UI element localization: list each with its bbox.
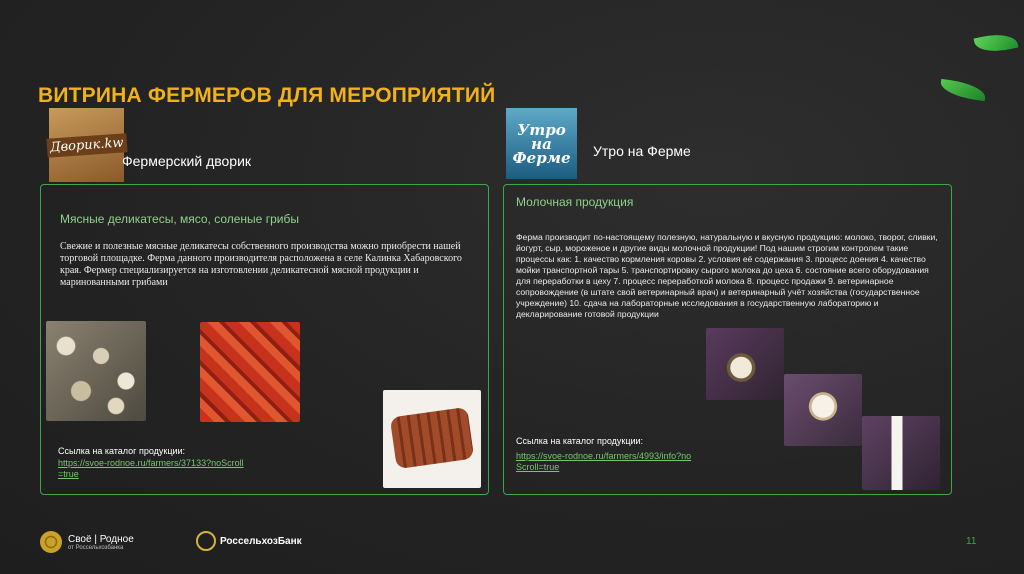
ribs-photo [383,390,481,488]
svoe-subtitle: от Россельхозбанка [68,544,124,551]
farmer-name: Фермерский дворик [122,153,252,169]
leaf-decoration [974,30,1019,56]
mushrooms-photo [46,321,146,421]
farmer-logo-text: Утро на Ферме [512,120,571,167]
slide-title: ВИТРИНА ФЕРМЕРОВ ДЛЯ МЕРОПРИЯТИЙ [38,84,496,107]
dairy-photo [862,416,940,490]
farmer-logo-dvorik [49,108,124,182]
leaf-decoration [939,79,987,101]
wheat-icon [40,531,62,553]
catalog-link[interactable]: https://svoe-rodnoe.ru/farmers/4993/info?noScroll=true [516,451,692,472]
dairy-photo [706,328,784,400]
catalog-label: Ссылка на каталог продукции: [58,446,186,456]
product-category: Мясные деликатесы, мясо, соленые грибы [60,212,299,226]
bank-emblem-icon [196,531,216,551]
rsb-logo [196,531,302,551]
product-category: Молочная продукция [516,195,634,209]
dairy-photo [784,374,862,446]
svoe-title: Своё | Родное [68,533,134,545]
farmer-name: Утро на Ферме [593,143,691,159]
farmer-description: Свежие и полезные мясные деликатесы собственного производства можно приобрести нашей торговой площадке. Ферма данного производителя расположена в селе Калинка Хабаровского края. Фермер специализируется на изготовлении деликатесной мясной продукции и маринованными грибами [60,241,462,288]
farmer-logo-utro [506,108,577,179]
farmer-description: Ферма производит по-настоящему полезную, натуральную и вкусную продукцию: молоко, творог, сливки, йогурт, сыр, мороженое и другие виды молочной продукции! Под нашим строгим контролем такие процессы как: 1. качество кормления коровы 2. условия её содержания 3. процесс доения 4. качество мойки транспортной тары 5. транспортировку сырого молока до цеха 6. состояние всего оборудования для переработки в цеху 7. процесс переработкой молока 8. процесс продажи 9. ветеринарное сопровождение (в штате свой ветеринарный врач) и ветеринарный учёт хозяйства (государственное учреждение) 10. сдача на лабораторные исследования в государственную лабораторию и декларирование готовой продукции [516,232,938,319]
svoe-rodnoe-logo [40,531,134,553]
catalog-link[interactable]: https://svoe-rodnoe.ru/farmers/37133?noScroll=true [58,458,244,479]
page-number: 11 [966,536,977,547]
bank-name: РоссельхозБанк [220,535,302,547]
catalog-label: Ссылка на каталог продукции: [516,436,644,446]
sausages-photo [200,322,300,422]
farmer-logo-text: Дворик.kw [46,133,127,158]
